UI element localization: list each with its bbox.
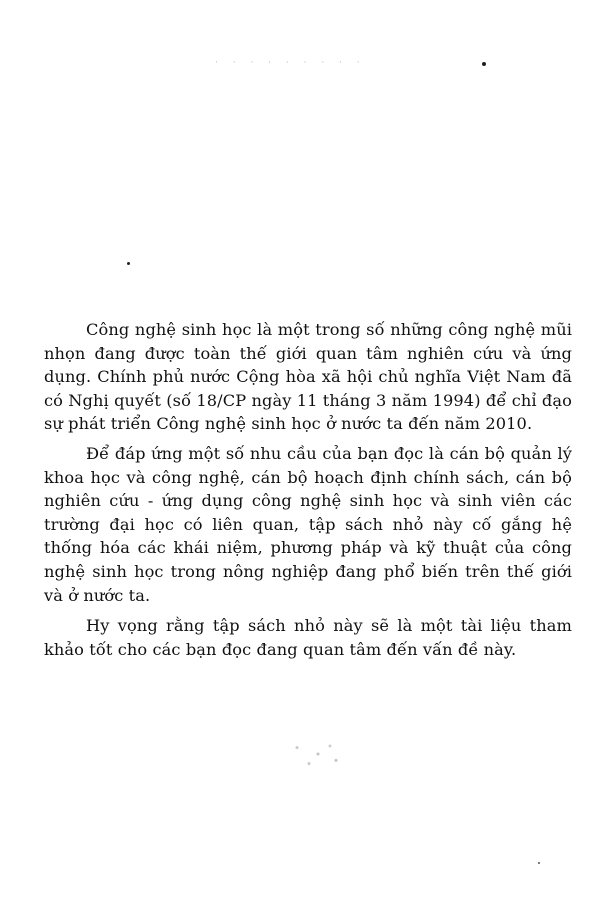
paragraph-3: Hy vọng rằng tập sách nhỏ này sẽ là một tài liệu tham khảo tốt cho các bạn đọc đang quan tâm đến vấn đề này. (44, 616, 572, 659)
paragraph-1: Công nghệ sinh học là một trong số những công nghệ mũi nhọn đang được toàn thế giới quan tâm nghiên cứu và ứng dụng. Chính phủ nước Cộng hòa xã hội chủ nghĩa Việt Nam đã có Nghị quyết (số 18/CP ngày 11 tháng 3 năm 1994) để chỉ đạo sự phát triển Công nghệ sinh học ở nước ta đến năm 2010. (44, 320, 572, 434)
scan-smudge (285, 738, 345, 770)
paragraph-2: Để đáp ứng một số nhu cầu của bạn đọc là cán bộ quản lý khoa học và công nghệ, cán bộ hoạch định chính sách, cán bộ nghiên cứu - ứng dụng công nghệ sinh học và sinh viên các trường đại học có liên quan, tập sách nhỏ này cố gắng hệ thống hóa các khái niệm, phương pháp và kỹ thuật của công nghệ sinh học trong nông nghiệp đang phổ biến trên thế giới và ở nước ta. (44, 443, 572, 605)
faint-header-text: · · · · · · · · · (215, 58, 366, 68)
ink-speck (482, 62, 486, 66)
ink-speck (127, 262, 130, 265)
foreword-text (44, 318, 572, 667)
ink-speck (538, 862, 540, 864)
